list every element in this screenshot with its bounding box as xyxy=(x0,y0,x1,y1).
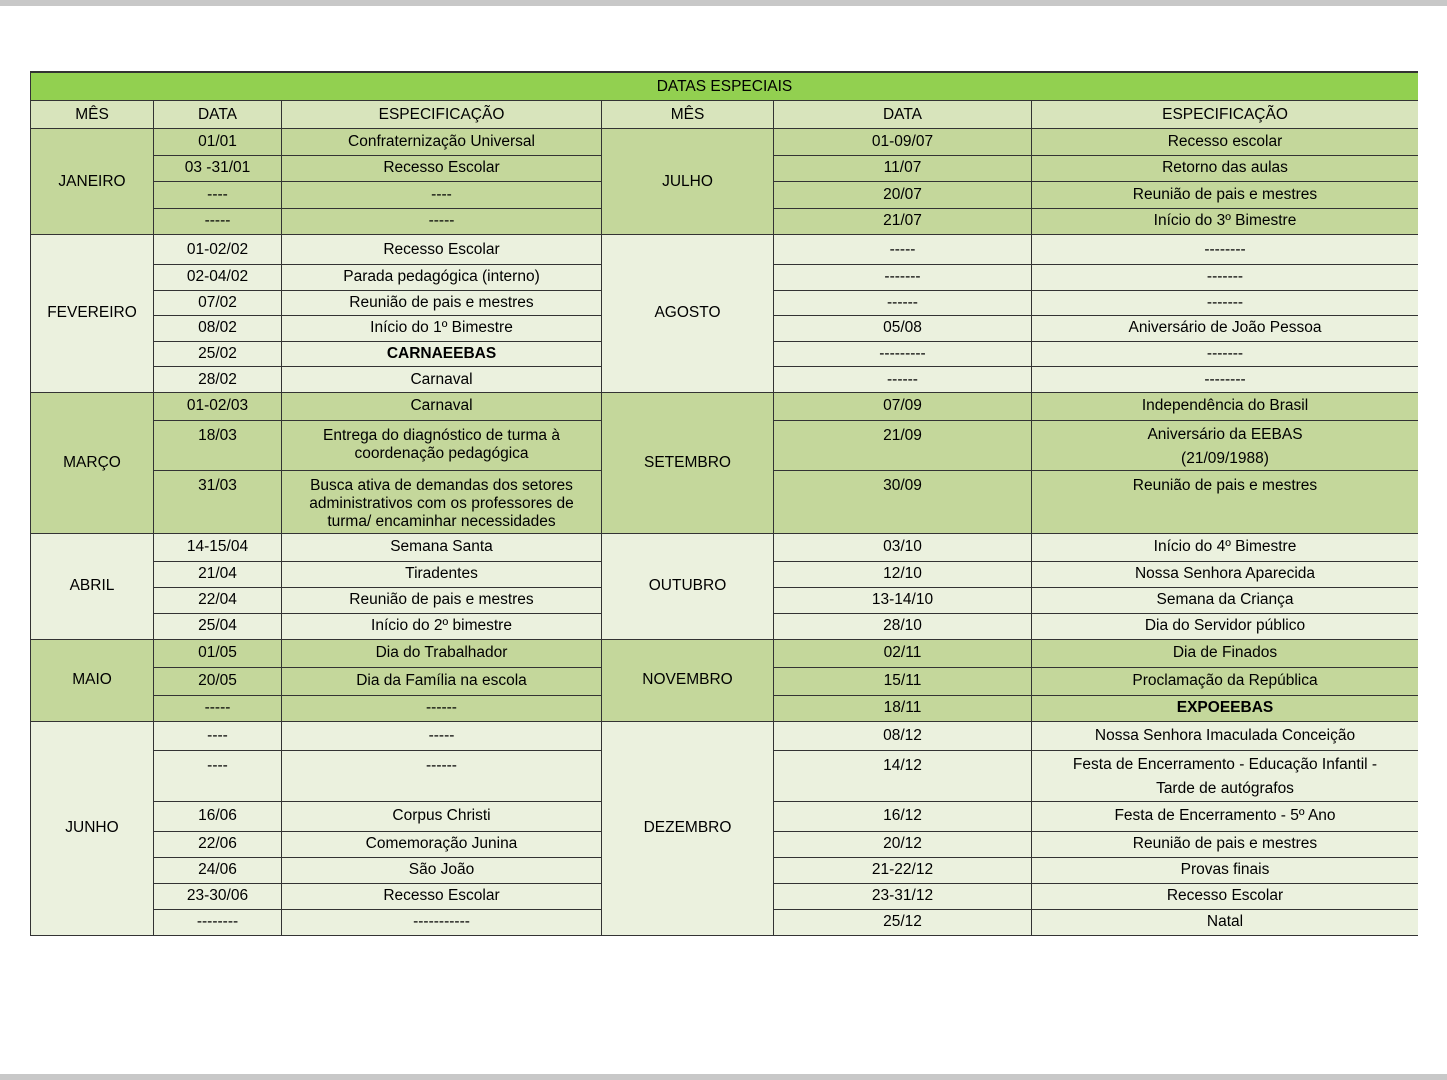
spec-cell: Confraternização Universal xyxy=(281,128,601,155)
date-cell: 25/04 xyxy=(153,613,281,639)
date-cell: ---- xyxy=(153,721,281,750)
date-cell: ------ xyxy=(773,290,1031,316)
date-cell: 03/10 xyxy=(773,533,1031,561)
spec-cell: Natal xyxy=(1031,909,1418,935)
date-cell: 14/12 xyxy=(773,750,1031,801)
header-month-right: MÊS xyxy=(601,100,773,128)
spec-cell: Dia de Finados xyxy=(1031,639,1418,667)
date-cell: 13-14/10 xyxy=(773,587,1031,613)
spec-cell: CARNAEEBAS xyxy=(281,341,601,367)
date-cell: 02/11 xyxy=(773,639,1031,667)
header-date-right: DATA xyxy=(773,100,1031,128)
spec-cell: Reunião de pais e mestres xyxy=(1031,470,1418,533)
date-cell: 21/09 xyxy=(773,420,1031,470)
spec-cell: Reunião de pais e mestres xyxy=(281,587,601,613)
date-cell: 01/05 xyxy=(153,639,281,667)
date-cell: 24/06 xyxy=(153,857,281,883)
spec-cell: -------- xyxy=(1031,234,1418,264)
date-cell: 30/09 xyxy=(773,470,1031,533)
date-cell: 08/02 xyxy=(153,315,281,341)
spec-cell: ---- xyxy=(281,181,601,208)
date-cell: 07/09 xyxy=(773,392,1031,420)
spec-cell: Independência do Brasil xyxy=(1031,392,1418,420)
spec-cell: Recesso Escolar xyxy=(281,155,601,182)
date-cell: 08/12 xyxy=(773,721,1031,750)
date-cell: 31/03 xyxy=(153,470,281,533)
header-spec-left: ESPECIFICAÇÃO xyxy=(281,100,601,128)
date-cell: 22/04 xyxy=(153,587,281,613)
spec-cell: Corpus Christi xyxy=(281,801,601,831)
date-cell: 28/10 xyxy=(773,613,1031,639)
date-cell: 11/07 xyxy=(773,155,1031,182)
month-cell: NOVEMBRO xyxy=(601,639,773,721)
date-cell: 21/07 xyxy=(773,208,1031,235)
spec-cell: Recesso escolar xyxy=(1031,128,1418,155)
spec-cell: Semana Santa xyxy=(281,533,601,561)
spec-cell: Tiradentes xyxy=(281,561,601,587)
month-cell: AGOSTO xyxy=(601,234,773,392)
spec-cell: Semana da Criança xyxy=(1031,587,1418,613)
date-cell: ----- xyxy=(153,208,281,235)
date-cell: 16/06 xyxy=(153,801,281,831)
special-dates-table xyxy=(30,71,1418,936)
month-cell: JULHO xyxy=(601,128,773,234)
date-cell: 20/07 xyxy=(773,181,1031,208)
date-cell: ----- xyxy=(773,234,1031,264)
spec-cell: ------ xyxy=(281,695,601,721)
spec-cell: ------- xyxy=(1031,341,1418,367)
date-cell: 18/03 xyxy=(153,420,281,470)
spec-cell: Início do 4º Bimestre xyxy=(1031,533,1418,561)
spec-cell: Proclamação da República xyxy=(1031,667,1418,695)
spec-cell: Retorno das aulas xyxy=(1031,155,1418,182)
spec-cell: ----- xyxy=(281,208,601,235)
date-cell: ------- xyxy=(773,264,1031,290)
date-cell: 22/06 xyxy=(153,831,281,857)
month-cell: FEVEREIRO xyxy=(30,234,153,392)
date-cell: 25/02 xyxy=(153,341,281,367)
date-cell: 05/08 xyxy=(773,315,1031,341)
date-cell: ----- xyxy=(153,695,281,721)
date-cell: ---- xyxy=(153,181,281,208)
month-cell: OUTUBRO xyxy=(601,533,773,639)
spec-cell: Início do 2º bimestre xyxy=(281,613,601,639)
spec-cell: Dia da Família na escola xyxy=(281,667,601,695)
spec-cell: ----- xyxy=(281,721,601,750)
date-cell: ---- xyxy=(153,750,281,801)
date-cell: 01/01 xyxy=(153,128,281,155)
date-cell: 25/12 xyxy=(773,909,1031,935)
date-cell: 14-15/04 xyxy=(153,533,281,561)
date-cell: 07/02 xyxy=(153,290,281,316)
table-title: DATAS ESPECIAIS xyxy=(30,71,1418,100)
spec-cell: Parada pedagógica (interno) xyxy=(281,264,601,290)
spec-cell: Provas finais xyxy=(1031,857,1418,883)
spec-cell: Carnaval xyxy=(281,392,601,420)
spec-cell: Entrega do diagnóstico de turma à coordenação pedagógica xyxy=(281,420,601,470)
spec-cell: Recesso Escolar xyxy=(1031,883,1418,909)
date-cell: 16/12 xyxy=(773,801,1031,831)
date-cell: 03 -31/01 xyxy=(153,155,281,182)
spec-cell: Reunião de pais e mestres xyxy=(1031,181,1418,208)
date-cell: --------- xyxy=(773,341,1031,367)
date-cell: 02-04/02 xyxy=(153,264,281,290)
spec-cell: Dia do Servidor público xyxy=(1031,613,1418,639)
month-cell: JUNHO xyxy=(30,721,153,935)
spec-cell: -------- xyxy=(1031,366,1418,392)
spec-cell: São João xyxy=(281,857,601,883)
date-cell: 21-22/12 xyxy=(773,857,1031,883)
spec-cell: Nossa Senhora Imaculada Conceição xyxy=(1031,721,1418,750)
header-date-left: DATA xyxy=(153,100,281,128)
spec-cell: Início do 3º Bimestre xyxy=(1031,208,1418,235)
date-cell: 23-31/12 xyxy=(773,883,1031,909)
spec-cell: Recesso Escolar xyxy=(281,883,601,909)
spec-cell: ------- xyxy=(1031,264,1418,290)
date-cell: 12/10 xyxy=(773,561,1031,587)
month-cell: DEZEMBRO xyxy=(601,721,773,935)
date-cell: 18/11 xyxy=(773,695,1031,721)
date-cell: 23-30/06 xyxy=(153,883,281,909)
date-cell: 15/11 xyxy=(773,667,1031,695)
header-month-left: MÊS xyxy=(30,100,153,128)
date-cell: 01-02/02 xyxy=(153,234,281,264)
date-cell: -------- xyxy=(153,909,281,935)
month-cell: SETEMBRO xyxy=(601,392,773,533)
month-cell: MAIO xyxy=(30,639,153,721)
date-cell: ------ xyxy=(773,366,1031,392)
date-cell: 01-02/03 xyxy=(153,392,281,420)
spec-cell: Aniversário de João Pessoa xyxy=(1031,315,1418,341)
spec-cell: Aniversário da EEBAS (21/09/1988) xyxy=(1031,420,1418,470)
spec-cell: Comemoração Junina xyxy=(281,831,601,857)
month-cell: MARÇO xyxy=(30,392,153,533)
bottom-border-strip xyxy=(0,1074,1447,1080)
spec-cell: EXPOEEBAS xyxy=(1031,695,1418,721)
header-spec-right: ESPECIFICAÇÃO xyxy=(1031,100,1418,128)
date-cell: 20/05 xyxy=(153,667,281,695)
month-cell: ABRIL xyxy=(30,533,153,639)
date-cell: 01-09/07 xyxy=(773,128,1031,155)
spec-cell: Dia do Trabalhador xyxy=(281,639,601,667)
spec-cell: Carnaval xyxy=(281,366,601,392)
date-cell: 21/04 xyxy=(153,561,281,587)
date-cell: 20/12 xyxy=(773,831,1031,857)
spec-cell: Reunião de pais e mestres xyxy=(281,290,601,316)
date-cell: 28/02 xyxy=(153,366,281,392)
spec-cell: ------ xyxy=(281,750,601,801)
spec-cell: ------- xyxy=(1031,290,1418,316)
spec-cell: Nossa Senhora Aparecida xyxy=(1031,561,1418,587)
spec-cell: Início do 1º Bimestre xyxy=(281,315,601,341)
spec-cell: Reunião de pais e mestres xyxy=(1031,831,1418,857)
top-border-strip xyxy=(0,0,1447,6)
spec-cell: Festa de Encerramento - Educação Infantil - Tarde de autógrafos xyxy=(1031,750,1418,801)
spec-cell: Recesso Escolar xyxy=(281,234,601,264)
spec-cell: ----------- xyxy=(281,909,601,935)
month-cell: JANEIRO xyxy=(30,128,153,234)
spec-cell: Festa de Encerramento - 5º Ano xyxy=(1031,801,1418,831)
spec-cell: Busca ativa de demandas dos setores administrativos com os professores de turma/ encaminhar necessidades xyxy=(281,470,601,533)
